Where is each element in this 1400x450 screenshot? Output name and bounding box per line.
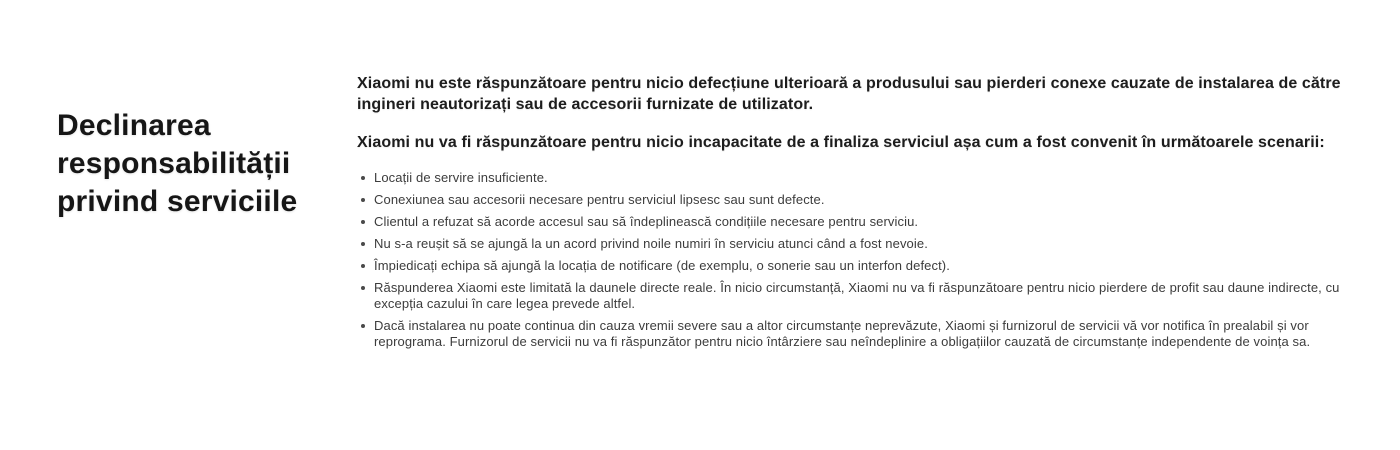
list-item [357,258,1345,274]
list-item-text: Răspunderea Xiaomi este limitată la daunele directe reale. În nicio circumstanță, Xiaomi nu va fi răspunzătoare pentru nicio pierdere de profit sau daune indirecte, cu excepția cazului în care legea prevede altfel. [374,280,1340,311]
bullet-icon [361,220,365,224]
disclaimer-paragraph-2: Xiaomi nu va fi răspunzătoare pentru nicio incapacitate de a finaliza serviciul așa cum a fost convenit în următoarele scenarii: [357,134,1325,151]
list-item-text: Conexiunea sau accesorii necesare pentru serviciul lipsesc sau sunt defecte. [374,192,825,207]
list-item-text: Nu s-a reușit să se ajungă la un acord privind noile numiri în serviciu atunci când a fost nevoie. [374,236,928,251]
page-title: Declinarea responsabilității privind serviciile [57,109,298,218]
bullet-icon [361,264,365,268]
list-item [357,192,1345,208]
bullet-icon [361,286,365,290]
list-item [357,170,1345,186]
list-item [357,236,1345,252]
list-item [357,318,1345,350]
disclaimer-paragraph-1: Xiaomi nu este răspunzătoare pentru nicio defecțiune ulterioară a produsului sau pierderi conexe cauzate de instalarea de către ingineri neautorizați sau de accesorii furnizate de utilizator. [357,75,1341,113]
list-item-text: Dacă instalarea nu poate continua din cauza vremii severe sau a altor circumstanțe neprevăzute, Xiaomi și furnizorul de servicii vă vor notifica în prealabil și vor reprograma. Furnizorul de servicii nu va fi răspunzător pentru nicio întârziere sau neîndeplinire a obligațiilor cauzată de circumstanțe independente de voința sa. [374,318,1311,349]
bullet-icon [361,176,365,180]
disclaimer-content [357,73,1345,356]
list-item-text: Locații de servire insuficiente. [374,170,548,185]
list-item-text: Clientul a refuzat să acorde accesul sau să îndeplinească condițiile necesare pentru serviciu. [374,214,919,229]
bullet-icon [361,242,365,246]
bullet-icon [361,198,365,202]
bullet-icon [361,324,365,328]
list-item [357,280,1345,312]
list-item [357,214,1345,230]
scenario-list [357,170,1345,350]
list-item-text: Împiedicați echipa să ajungă la locația de notificare (de exemplu, o sonerie sau un interfon defect). [374,258,950,273]
